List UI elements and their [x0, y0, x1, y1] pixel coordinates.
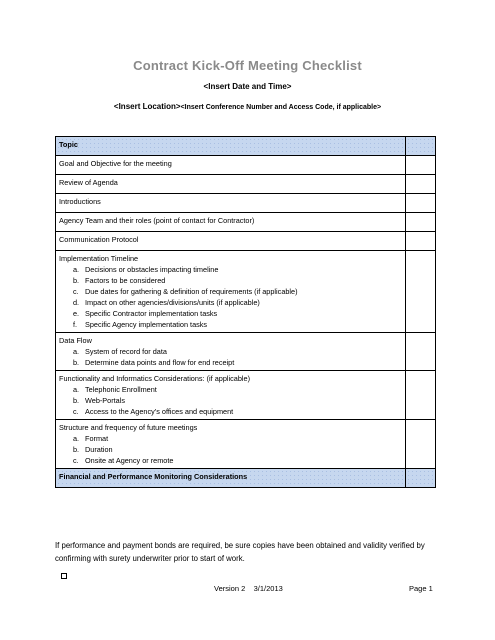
section-header: Financial and Performance Monitoring Considerations — [59, 472, 248, 481]
list-item: a. Format — [73, 434, 109, 443]
list-item: c. Due dates for gathering & definition of requirements (if applicable) — [73, 287, 298, 296]
conference-placeholder: <Insert Conference Number and Access Code, if applicable> — [180, 104, 382, 111]
list-item: c. Access to the Agency’s offices and equipment — [73, 407, 234, 416]
list-item: d. Impact on other agencies/divisions/units (if applicable) — [73, 298, 260, 307]
checklist-table — [55, 136, 436, 488]
checklist-row — [56, 156, 436, 175]
checkbox-cell[interactable] — [406, 194, 436, 213]
checklist-row — [56, 420, 436, 469]
checkbox-cell[interactable] — [406, 469, 436, 488]
checklist-row — [56, 251, 436, 333]
list-item: b. Web-Portals — [73, 396, 126, 405]
list-item: b. Determine data points and flow for end receipt — [73, 358, 235, 367]
checkbox-cell[interactable] — [406, 333, 436, 371]
footer-version: Version 2 3/1/2013 — [214, 584, 283, 593]
row-label: Communication Protocol — [59, 235, 139, 244]
sub-list — [59, 384, 402, 417]
row-label: Introductions — [59, 197, 101, 206]
list-item: b. Factors to be considered — [73, 276, 166, 285]
location-placeholder: <Insert Location> — [113, 102, 181, 111]
checklist-row — [56, 371, 436, 420]
checklist-row — [56, 333, 436, 371]
row-label: Structure and frequency of future meetings — [59, 423, 198, 432]
checkbox-cell[interactable] — [406, 371, 436, 420]
topic-header-row — [56, 137, 436, 156]
checkbox-cell[interactable] — [406, 156, 436, 175]
list-item: e. Specific Contractor implementation tasks — [73, 309, 218, 318]
row-label: Functionality and Informatics Considerations: (if applicable) — [59, 374, 251, 383]
row-label: Goal and Objective for the meeting — [59, 159, 172, 168]
checkbox-cell[interactable] — [406, 232, 436, 251]
location-line — [0, 102, 495, 111]
footer-page-number: Page 1 — [409, 584, 433, 593]
checkbox-cell[interactable] — [406, 213, 436, 232]
checklist-row — [56, 194, 436, 213]
sub-list — [59, 346, 402, 368]
checklist-row — [56, 232, 436, 251]
row-label: Implementation Timeline — [59, 254, 139, 263]
list-item: a. Telephonic Enrollment — [73, 385, 157, 394]
checklist-row — [56, 175, 436, 194]
list-item: b. Duration — [73, 445, 113, 454]
checkbox-cell[interactable] — [406, 175, 436, 194]
topic-header: Topic — [59, 140, 78, 149]
bond-note: If performance and payment bonds are required, be sure copies have been obtained and validity verified by confirming with surety underwriter prior to start of work. — [55, 541, 425, 563]
checklist-row — [56, 213, 436, 232]
document-title: Contract Kick-Off Meeting Checklist — [133, 58, 362, 73]
list-item: a. Decisions or obstacles impacting timeline — [73, 265, 219, 274]
checkbox-cell[interactable] — [406, 420, 436, 469]
sub-list — [59, 433, 402, 466]
row-label: Review of Agenda — [59, 178, 118, 187]
sub-list — [59, 264, 402, 330]
checkbox-cell[interactable] — [406, 251, 436, 333]
row-label: Agency Team and their roles (point of contact for Contractor) — [59, 216, 255, 225]
section-header-row — [56, 469, 436, 488]
date-time-placeholder: <Insert Date and Time> — [203, 82, 292, 91]
bullet-square-icon — [61, 573, 67, 579]
checkbox-cell[interactable] — [406, 137, 436, 156]
list-item: c. Onsite at Agency or remote — [73, 456, 174, 465]
row-label: Data Flow — [59, 336, 92, 345]
list-item: f. Specific Agency implementation tasks — [73, 320, 208, 329]
list-item: a. System of record for data — [73, 347, 167, 356]
